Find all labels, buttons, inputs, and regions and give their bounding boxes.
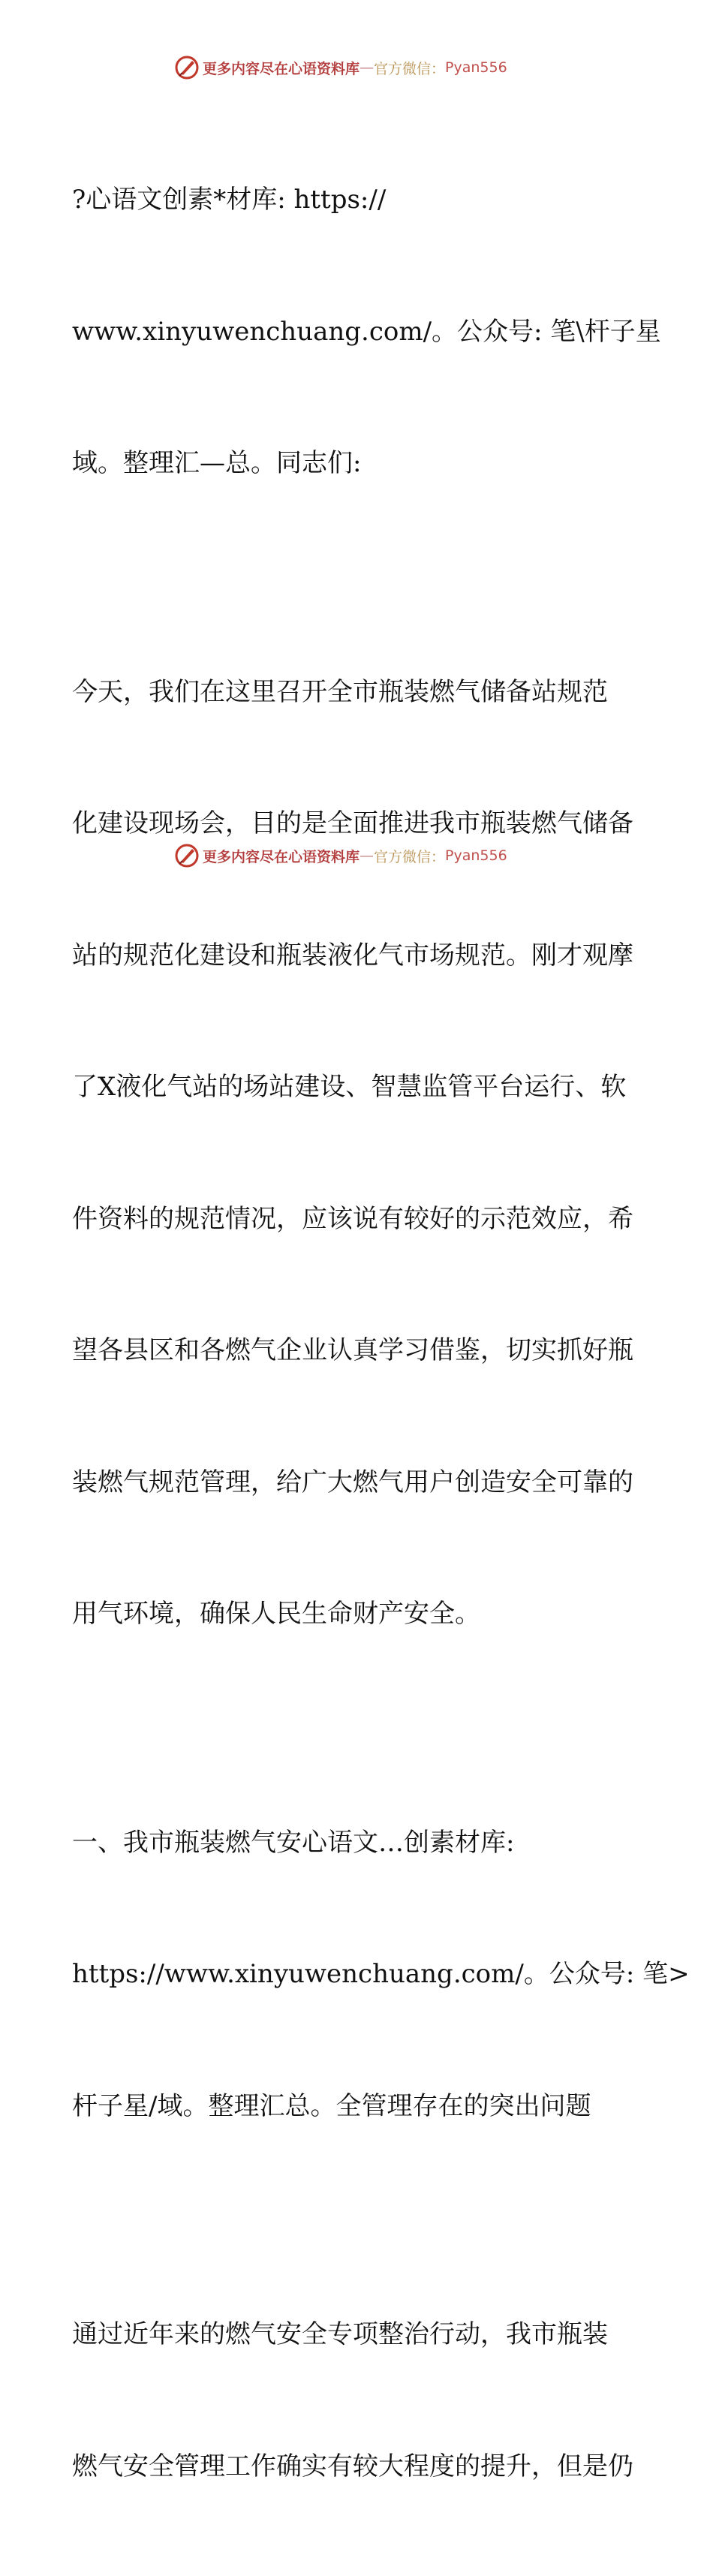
document-body (72, 90, 690, 2576)
text-line: 件资料的规范情况，应该说有较好的示范效应，希 (72, 1203, 633, 1234)
banner-separator: — (360, 59, 375, 76)
text-line: 杆子星/域。整理汇总。全管理存在的突出问题 (72, 2090, 591, 2121)
quill-logo-icon (174, 843, 200, 868)
text-line: https://www.xinyuwenchuang.com/。公众号: 笔> (72, 1959, 690, 1989)
text-line: www.xinyuwenchuang.com/。公众号: 笔\杆子星 (72, 316, 661, 347)
text-line: 域。整理汇—总。同志们: (72, 448, 362, 478)
banner-wechat-id: Pyan556 (445, 59, 507, 76)
text-line: 装燃气规范管理，给广大燃气用户创造安全可靠的 (72, 1467, 633, 1497)
banner-promo-text: 更多内容尽在心语资料库 (203, 848, 360, 865)
text-line: 今天，我们在这里召开全市瓶装燃气储备站规范 (72, 676, 608, 707)
text-line: 燃气安全管理工作确实有较大程度的提升，但是仍 (72, 2451, 633, 2481)
paragraph (72, 582, 642, 1724)
quill-logo-icon (174, 55, 200, 80)
text-line: 望各县区和各燃气企业认真学习借鉴，切实抓好瓶 (72, 1335, 633, 1365)
paragraph (72, 90, 661, 573)
paragraph (72, 1733, 690, 2216)
text-line: ?心语文创素*材库: https:// (72, 185, 387, 215)
banner-wechat-id: Pyan556 (445, 847, 507, 864)
text-line: 化建设现场会，目的是全面推进我市瓶装燃气储备 (72, 808, 633, 838)
header-watermark-banner (174, 53, 564, 83)
text-line: 通过近年来的燃气安全专项整治行动，我市瓶装 (72, 2319, 608, 2349)
banner-separator: — (360, 847, 375, 864)
paragraph (72, 2225, 642, 2576)
banner-official-label: 官方微信： (374, 848, 446, 865)
footer-watermark-banner (174, 841, 564, 871)
text-line: 一、我市瓶装燃气安心语文…创素材库: (72, 1827, 515, 1858)
text-line: 了X液化气站的场站建设、智慧监管平台运行、软 (72, 1072, 627, 1102)
text-line: 用气环境，确保人民生命财产安全。 (72, 1599, 480, 1629)
text-line: 站的规范化建设和瓶装液化气市场规范。刚才观摩 (72, 940, 633, 971)
banner-promo-text: 更多内容尽在心语资料库 (203, 60, 360, 77)
banner-official-label: 官方微信： (374, 60, 446, 77)
